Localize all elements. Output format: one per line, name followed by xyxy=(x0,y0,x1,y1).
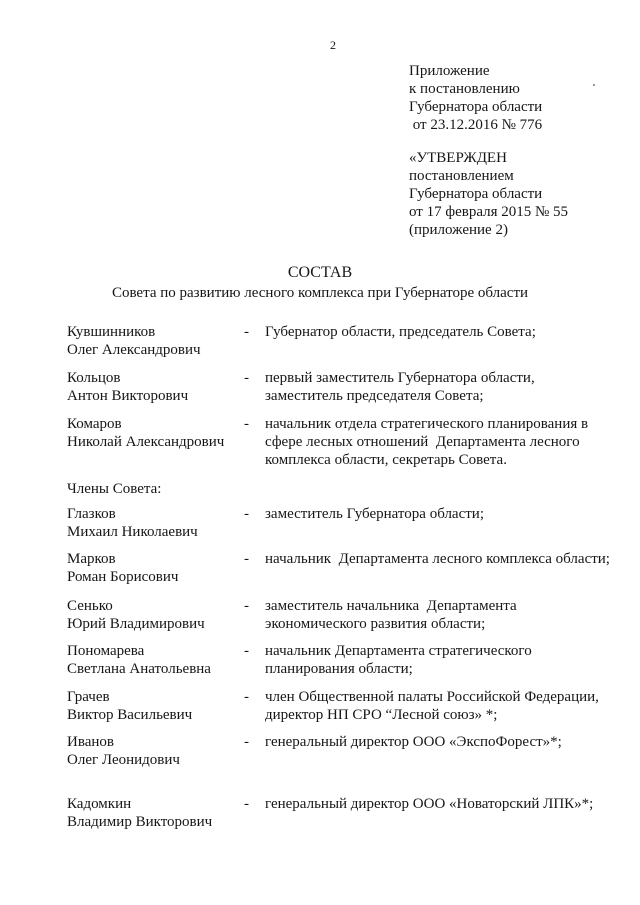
member-role: генеральный директор ООО «ЭкспоФорест»*; xyxy=(265,734,562,750)
scan-speck xyxy=(593,84,595,86)
separator-dash: - xyxy=(244,689,249,705)
member-role: член Общественной палаты Российской Федерации, директор НП СРО “Лесной союз» *; xyxy=(265,689,599,723)
member-name: Марков Роман Борисович xyxy=(67,551,179,585)
document-subtitle: Совета по развитию лесного комплекса при Губернаторе области xyxy=(111,285,529,301)
member-name: Сенько Юрий Владимирович xyxy=(67,598,205,632)
separator-dash: - xyxy=(244,551,249,567)
document-title: СОСТАВ xyxy=(287,264,353,281)
member-name: Кувшинников Олег Александрович xyxy=(67,324,201,358)
member-name: Глазков Михаил Николаевич xyxy=(67,506,198,540)
member-role: первый заместитель Губернатора области, заместитель председателя Совета; xyxy=(265,370,535,404)
member-name: Пономарева Светлана Анатольевна xyxy=(67,643,211,677)
separator-dash: - xyxy=(244,598,249,614)
separator-dash: - xyxy=(244,416,249,432)
member-role: Губернатор области, председатель Совета; xyxy=(265,324,536,340)
member-role: заместитель Губернатора области; xyxy=(265,506,485,522)
member-role: начальник Департамента лесного комплекса области; xyxy=(265,551,610,567)
separator-dash: - xyxy=(244,370,249,386)
member-role: начальник Департамента стратегического планирования области; xyxy=(265,643,532,677)
member-name: Кадомкин Владимир Викторович xyxy=(67,796,213,830)
separator-dash: - xyxy=(244,506,249,522)
member-name: Комаров Николай Александрович xyxy=(67,416,225,450)
separator-dash: - xyxy=(244,796,249,812)
separator-dash: - xyxy=(244,643,249,659)
members-heading: Члены Совета: xyxy=(67,481,162,497)
appendix-reference: Приложение к постановлению Губернатора области от 23.12.2016 № 776 xyxy=(409,63,543,133)
member-role: генеральный директор ООО «Новаторский ЛПК»*; xyxy=(265,796,594,812)
separator-dash: - xyxy=(244,734,249,750)
approval-stamp-text: «УТВЕРЖДЕН постановлением Губернатора области от 17 февраля 2015 № 55 (приложение 2) xyxy=(409,150,569,238)
member-name: Иванов Олег Леонидович xyxy=(67,734,180,768)
member-role: начальник отдела стратегического планирования в сфере лесных отношений Департамента лесного комплекса области, секретарь Совета. xyxy=(265,416,589,468)
member-role: заместитель начальника Департамента экономического развития области; xyxy=(265,598,517,632)
member-name: Грачев Виктор Васильевич xyxy=(67,689,193,723)
page-number: 2 xyxy=(330,38,336,52)
member-name: Кольцов Антон Викторович xyxy=(67,370,189,404)
separator-dash: - xyxy=(244,324,249,340)
